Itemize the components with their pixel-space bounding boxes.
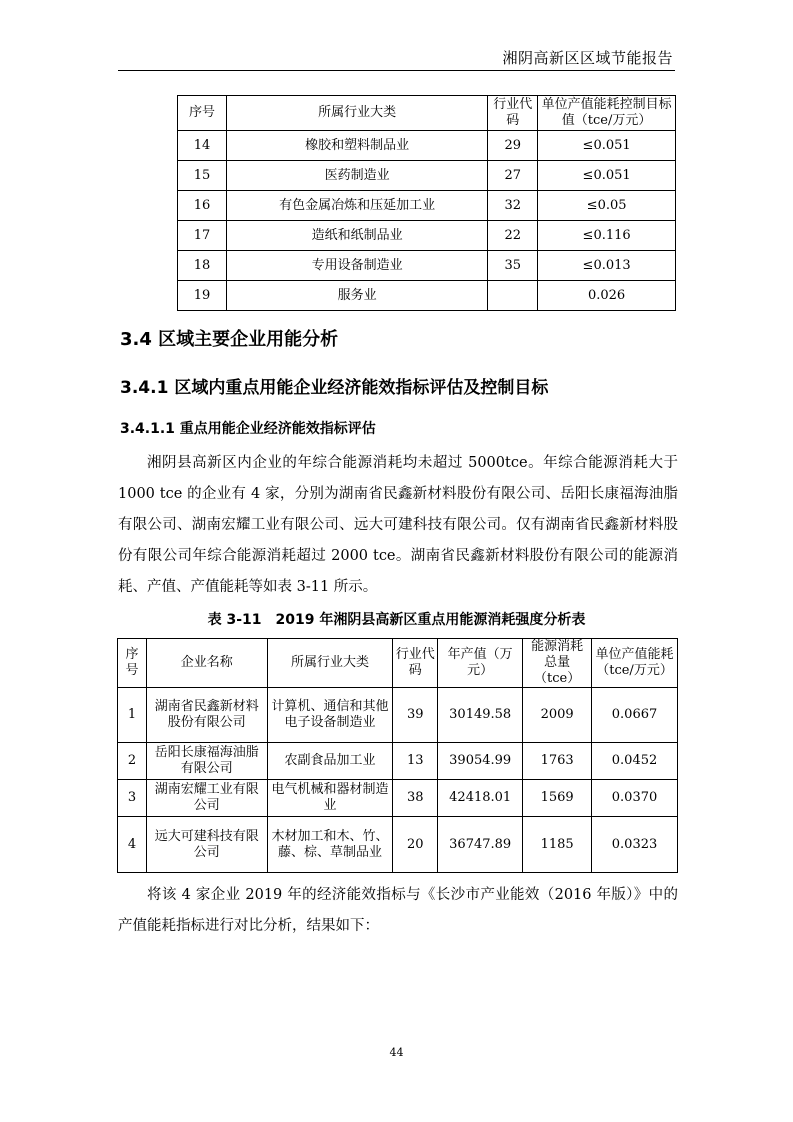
cell-output: 30149.58 [438, 688, 523, 743]
cell-index: 2 [118, 743, 147, 780]
cell-company: 湖南省民鑫新材料股份有限公司 [146, 688, 267, 743]
cell-index: 14 [178, 131, 227, 161]
table-row [118, 743, 678, 780]
subsubsection-heading: 3.4.1.1 重点用能企业经济能效指标评估 [120, 421, 376, 437]
col-header-company: 企业名称 [146, 639, 267, 688]
table-header-row [118, 639, 678, 688]
table-row [178, 161, 676, 191]
col-header-code: 行业代码 [488, 96, 538, 131]
table-row [178, 281, 676, 311]
cell-code: 35 [488, 251, 538, 281]
cell-industry: 医药制造业 [226, 161, 487, 191]
page-header-title: 湘阴高新区区域节能报告 [502, 49, 673, 67]
cell-code: 20 [393, 817, 438, 873]
cell-company: 湖南宏耀工业有限公司 [146, 780, 267, 817]
cell-code: 13 [393, 743, 438, 780]
table-caption: 表 3-11 2019 年湘阴县高新区重点用能源消耗强度分析表 [207, 612, 586, 628]
cell-index: 16 [178, 191, 227, 221]
cell-industry: 有色金属冶炼和压延加工业 [226, 191, 487, 221]
cell-index: 19 [178, 281, 227, 311]
cell-code: 29 [488, 131, 538, 161]
col-header-target: 单位产值能耗控制目标值（tce/万元） [538, 96, 676, 131]
cell-industry: 木材加工和木、竹、藤、棕、草制品业 [267, 817, 393, 873]
table-row [178, 221, 676, 251]
cell-index: 15 [178, 161, 227, 191]
cell-code [488, 281, 538, 311]
cell-index: 18 [178, 251, 227, 281]
cell-code: 32 [488, 191, 538, 221]
cell-intensity: 0.0452 [592, 743, 678, 780]
table-row [178, 251, 676, 281]
table-row [118, 817, 678, 873]
cell-industry: 农副食品加工业 [267, 743, 393, 780]
table-header-row [178, 96, 676, 131]
cell-intensity: 0.0370 [592, 780, 678, 817]
cell-code: 27 [488, 161, 538, 191]
cell-output: 42418.01 [438, 780, 523, 817]
cell-index: 4 [118, 817, 147, 873]
col-header-code: 行业代码 [393, 639, 438, 688]
table-row [178, 191, 676, 221]
cell-target: 0.026 [538, 281, 676, 311]
cell-intensity: 0.0323 [592, 817, 678, 873]
cell-intensity: 0.0667 [592, 688, 678, 743]
col-header-intensity: 单位产值能耗（tce/万元） [592, 639, 678, 688]
cell-energy: 2009 [523, 688, 592, 743]
cell-index: 17 [178, 221, 227, 251]
cell-target: ≤0.05 [538, 191, 676, 221]
header-divider [118, 70, 675, 71]
cell-energy: 1569 [523, 780, 592, 817]
table-row [178, 131, 676, 161]
cell-company: 远大可建科技有限公司 [146, 817, 267, 873]
cell-industry: 服务业 [226, 281, 487, 311]
table-row [118, 688, 678, 743]
enterprise-energy-table [117, 638, 678, 873]
cell-industry: 橡胶和塑料制品业 [226, 131, 487, 161]
col-header-industry: 所属行业大类 [267, 639, 393, 688]
cell-energy: 1763 [523, 743, 592, 780]
industry-target-table [177, 95, 676, 311]
cell-code: 22 [488, 221, 538, 251]
cell-target: ≤0.051 [538, 161, 676, 191]
col-header-energy: 能源消耗总量（tce） [523, 639, 592, 688]
cell-industry: 电气机械和器材制造业 [267, 780, 393, 817]
col-header-index: 序号 [118, 639, 147, 688]
cell-code: 38 [393, 780, 438, 817]
cell-energy: 1185 [523, 817, 592, 873]
cell-industry: 造纸和纸制品业 [226, 221, 487, 251]
cell-industry: 计算机、通信和其他电子设备制造业 [267, 688, 393, 743]
page-number: 44 [389, 1046, 404, 1059]
cell-target: ≤0.051 [538, 131, 676, 161]
cell-target: ≤0.116 [538, 221, 676, 251]
cell-code: 39 [393, 688, 438, 743]
cell-industry: 专用设备制造业 [226, 251, 487, 281]
cell-index: 1 [118, 688, 147, 743]
cell-index: 3 [118, 780, 147, 817]
col-header-industry: 所属行业大类 [226, 96, 487, 131]
table-row [118, 780, 678, 817]
body-paragraph: 将该 4 家企业 2019 年的经济能效指标与《长沙市产业能效（2016 年版）》中的产值能耗指标进行对比分析，结果如下： [118, 887, 678, 934]
cell-target: ≤0.013 [538, 251, 676, 281]
subsection-heading: 3.4.1 区域内重点用能企业经济能效指标评估及控制目标 [120, 378, 549, 398]
cell-output: 39054.99 [438, 743, 523, 780]
section-heading: 3.4 区域主要企业用能分析 [120, 329, 339, 350]
body-paragraph: 湘阴县高新区内企业的年综合能源消耗均未超过 5000tce。年综合能源消耗大于 1000 tce 的企业有 4 家，分别为湖南省民鑫新材料股份有限公司、岳阳长康福海油脂有限公司、湖南宏耀工业有限公司、远大可建科技有限公司。仅有湖南省民鑫新材料股份有限公司年综合能源消耗超过 2000 tce。湖南省民鑫新材料股份有限公司的能源消耗、产值、产值能耗等如表 3-11 所示。 [118, 455, 678, 595]
cell-output: 36747.89 [438, 817, 523, 873]
col-header-index: 序号 [178, 96, 227, 131]
col-header-output: 年产值（万元） [438, 639, 523, 688]
cell-company: 岳阳长康福海油脂有限公司 [146, 743, 267, 780]
